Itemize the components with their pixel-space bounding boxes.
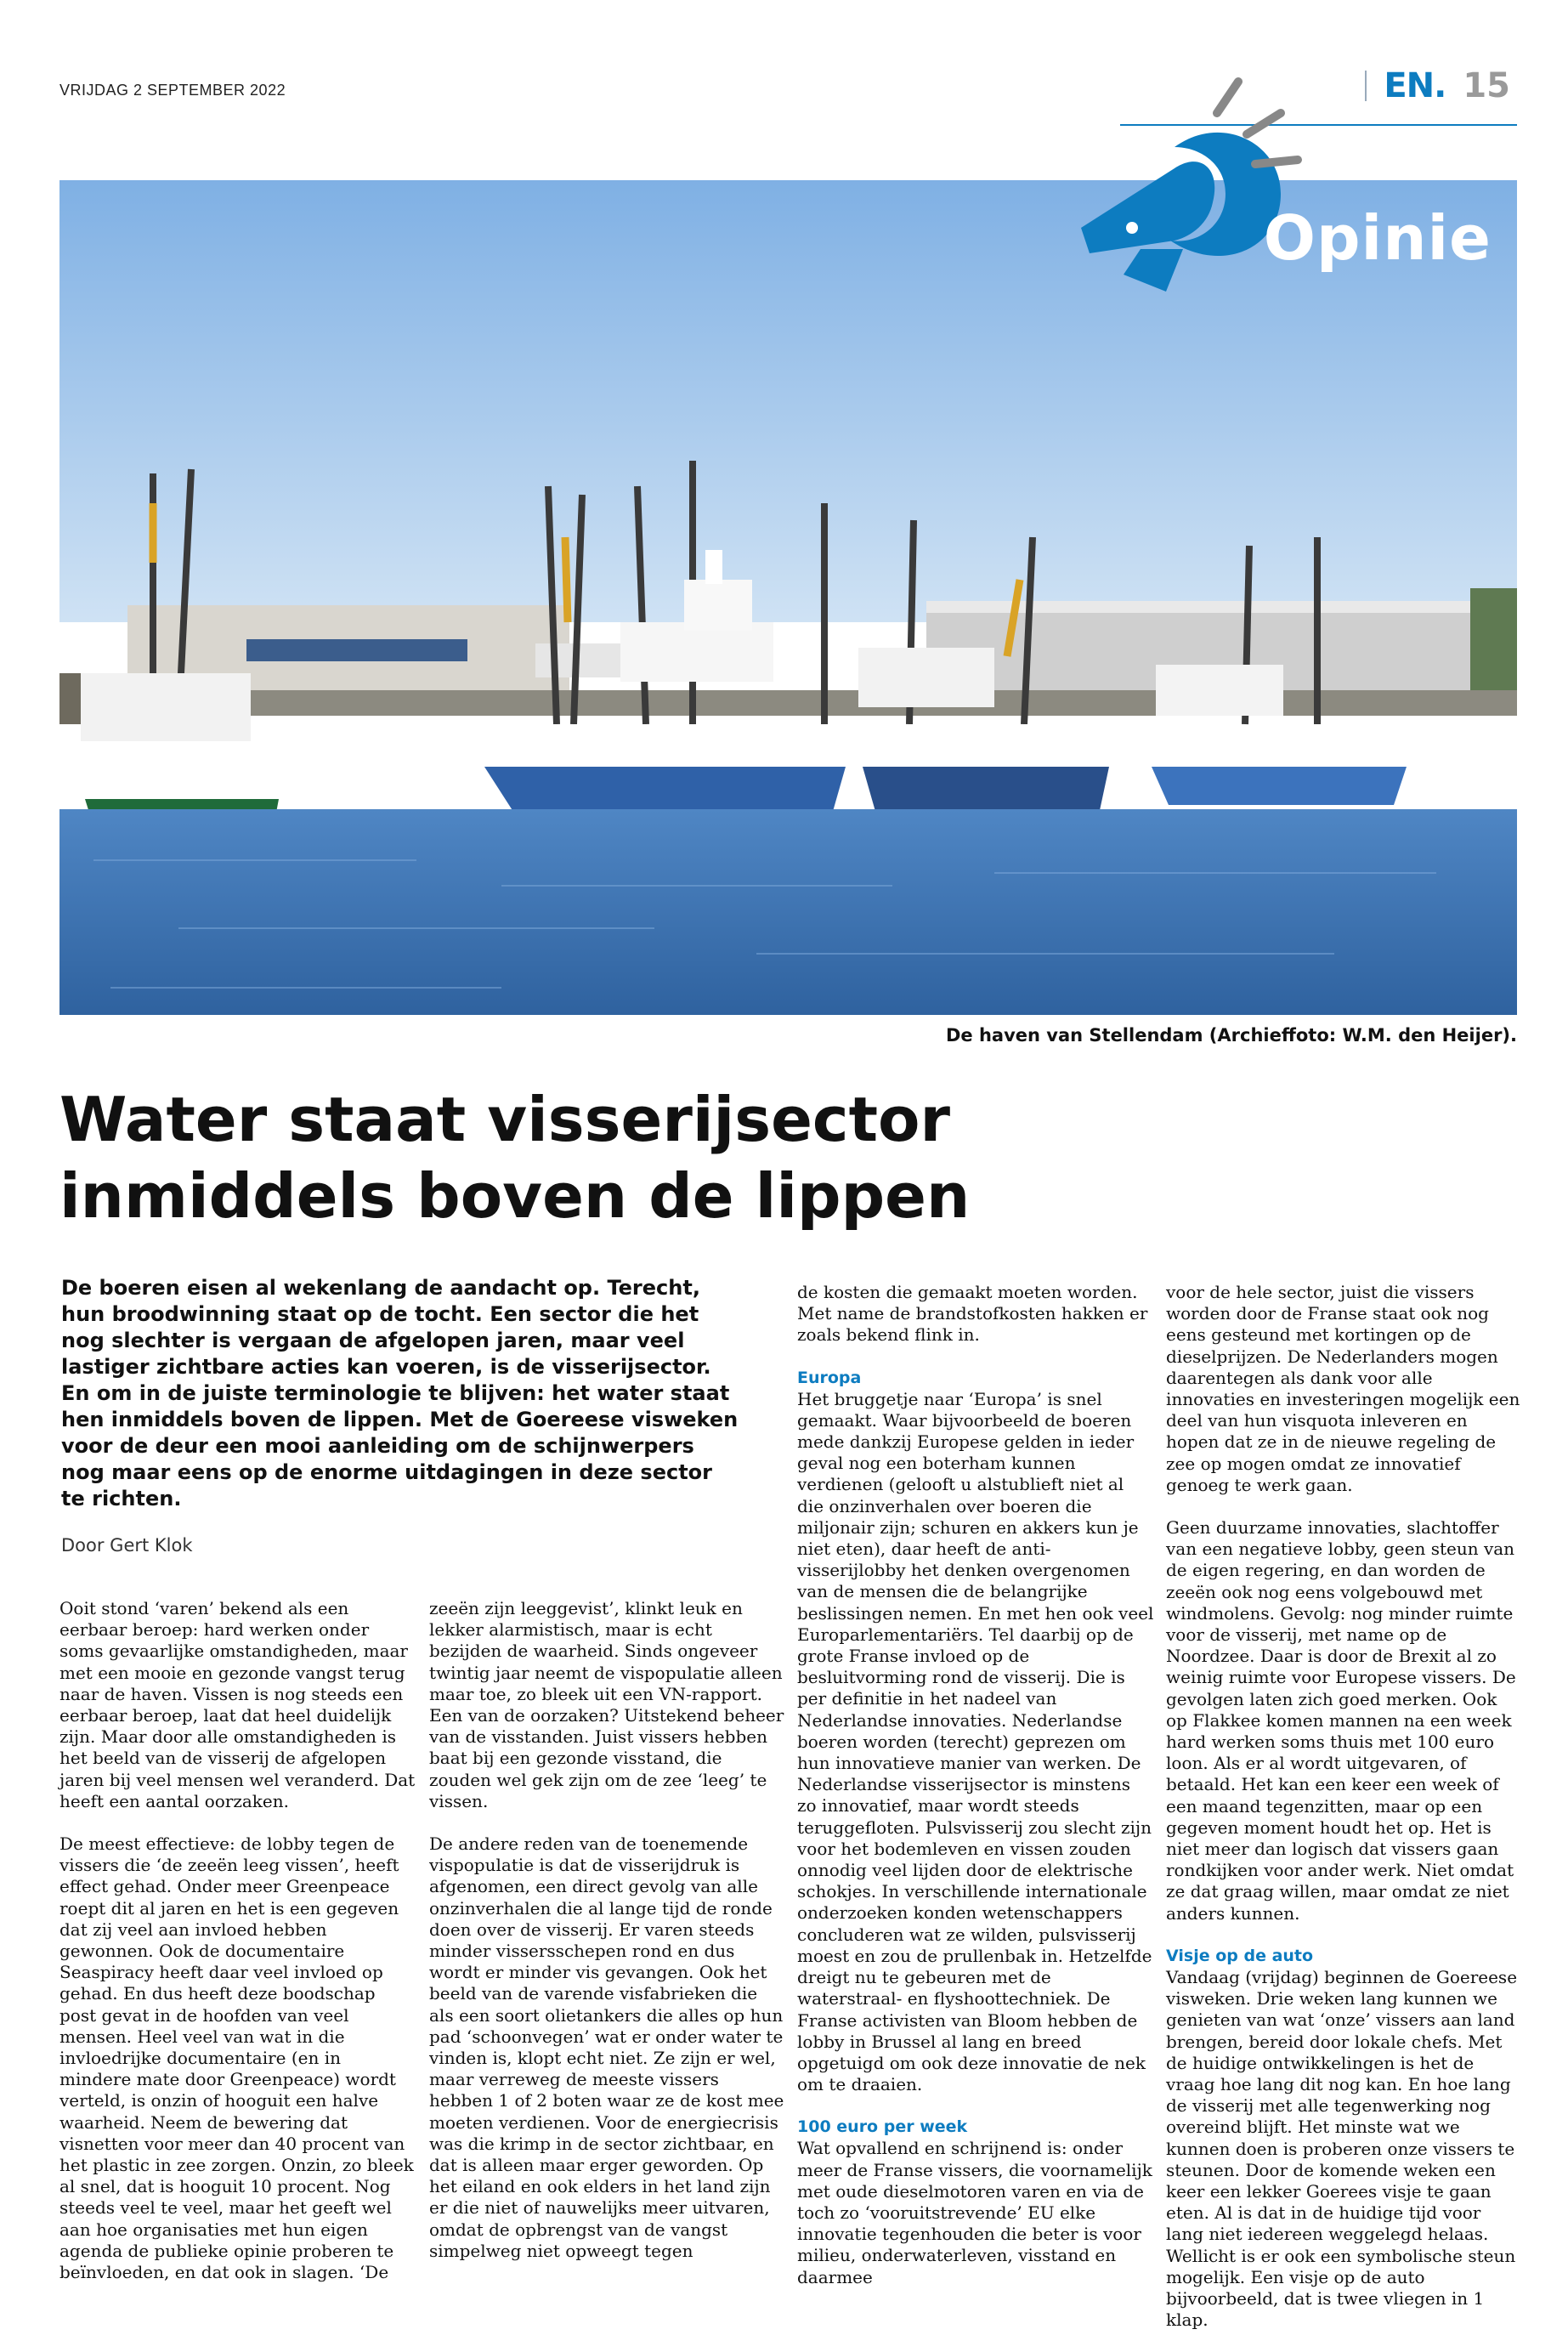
- section-label: Opinie: [1263, 202, 1492, 274]
- headline: [59, 1081, 1249, 1234]
- masthead: [1365, 66, 1510, 105]
- paragraph: Ooit stond ‘varen’ bekend als een eerbaar beroep: hard werken onder soms gevaarlijke omstandigheden, maar met een mooie en gezonde vangst terug naar de haven. Vissen is nog steeds een eerbaar beroep, laat dat heel duidelijk zijn. Maar door alle omstandigheden is het beeld van de visserij de afgelopen jaren bij veel mensen wel veranderd. Dat heeft een aantal oorzaken.: [59, 1598, 416, 1811]
- article-column-3: [797, 1282, 1154, 2309]
- headline-line-1: Water staat visserijsector: [59, 1084, 950, 1155]
- paragraph: zeeën zijn leeggevist’, klinkt leuk en lekker alarmistisch, maar is echt bezijden de waarheid. Sinds ongeveer twintig jaar neemt de vispopulatie alleen maar toe, zo bleek uit een VN-rapport. Een van de oorzaken? Uitstekend beheer van de visstanden. Juist vissers hebben baat bij een gezonde visstand, die zouden wel gek zijn om de zee ‘leeg’ te vissen.: [429, 1598, 784, 1811]
- paragraph: Vandaag (vrijdag) beginnen de Goereese visweken. Drie weken lang kunnen we genieten van wat ‘onze’ vissers aan land brengen, bereid door lokale chefs. Met de huidige ontwikkelingen is het de vraag hoe lang dit nog kan. En hoe lang de visserij met alle tegenwerking nog overeind blijft. Het minste wat we kunnen doen is proberen onze vissers te steunen. Door de komende weken een keer een lekker Goerees visje te gaan eten. Al is dat in de huidige tijd voor lang niet iedereen weggelegd helaas. Wellicht is er ook een symbolische steun mogelijk. Een visje op de auto bijvoorbeeld, dat is twee vliegen in 1 klap.: [1166, 1966, 1518, 2331]
- article-column-2: [429, 1598, 786, 2283]
- paragraph: Het bruggetje naar ‘Europa’ is snel gemaakt. Waar bijvoorbeeld de boeren mede dankzij Europese gelden in ieder geval nog een boterham kunnen verdienen (gelooft u alstublieft niet al die onzinverhalen over boeren die miljonair zijn; schuren en akkers kun je niet eten), daar heeft de anti-visserijlobby het denken overgenomen van de mensen die de belangrijke beslissingen nemen. En met hen ook veel Europarlementariërs. Tel daarbij op de grote Franse invloed op de besluitvorming rond de visserij. Die is per definitie in het nadeel van Nederlandse innovaties. Nederlandse boeren worden (terecht) geprezen om hun innovatieve manier van werken. De Nederlandse visserijsector is minstens zo innovatief, maar wordt steeds teruggefloten. Pulsvisserij zou slecht zijn voor het bodemleven en vissen zouden onnodig veel lijden door de elektrische schokjes. In verschillende internationale onderzoeken konden wetenschappers concluderen wat ze wilden, pulsvisserij moest en zou de prullenbak in. Hetzelfde dreigt nu te gebeuren met de waterstraal- en flyshoottechniek. De Franse activisten van Bloom hebben de lobby in Brussel al lang en breed opgetuigd om ook deze innovatie de nek om te draaien.: [797, 1388, 1154, 2095]
- brand-logo: EN.: [1384, 66, 1446, 105]
- lede: De boeren eisen al wekenlang de aandacht op. Terecht, hun broodwinning staat op de tocht. Een sector die het nog slechter is vergaan de afgelopen jaren, maar veel lastiger zichtbare acties kan voeren, is de visserijsector. En om in de juiste terminologie te blijven: het water staat hen inmiddels boven de lippen. Met de Goereese visweken voor de deur een mooi aanleiding om de schijnwerpers nog maar eens op de enorme uitdagingen in deze sector te richten.: [61, 1276, 739, 1510]
- harbour-photo: [59, 180, 1517, 1015]
- subheading-europa: Europa: [797, 1368, 862, 1387]
- issue-date: VRIJDAG 2 SEPTEMBER 2022: [59, 82, 286, 99]
- article-column-1: [59, 1598, 416, 2304]
- paragraph: de kosten die gemaakt moeten worden. Met name de brandstofkosten hakken er zoals bekend flink in.: [797, 1282, 1148, 1346]
- byline: Door Gert Klok: [61, 1535, 193, 1556]
- subheading-visje: Visje op de auto: [1166, 1946, 1314, 1965]
- paragraph: Wat opvallend en schrijnend is: onder meer de Franse vissers, die voornamelijk met oude dieselmotoren varen en via de toch zo ‘vooruitstrevende’ EU elke innovatie tegenhouden die beter is voor milieu, onderwaterleven, visstand en daarmee: [797, 2138, 1152, 2287]
- masthead-divider: [1365, 71, 1367, 101]
- paragraph: De meest effectieve: de lobby tegen de vissers die ‘de zeeën leeg vissen’, heeft effect gehad. Onder meer Greenpeace roept dit al jaren en het is een gegeven dat zij veel aan invloed hebben gewonnen. Ook de documentaire Seaspiracy heeft daar veel invloed op gehad. En dus heeft deze boodschap post gevat in de hoofden van veel mensen. Heel veel van wat in die invloedrijke documentaire (en in mindere mate door Greenpeace) wordt verteld, is onzin of hooguit een halve waarheid. Neem de bewering dat visnetten voor meer dan 40 procent van het plastic in zee zorgen. Onzin, zo bleek al snel, dat is hooguit 10 procent. Nog steeds veel te veel, maar het geeft wel aan hoe organisaties met hun eigen agenda de publieke opinie proberen te beïnvloeden, en dat ook in slagen. ‘De: [59, 1833, 414, 2283]
- article-column-4: [1166, 1282, 1523, 2352]
- photo-caption: De haven van Stellendam (Archieffoto: W.M. den Heijer).: [945, 1025, 1517, 1046]
- headline-line-2: inmiddels boven de lippen: [59, 1160, 971, 1232]
- subheading-100-euro: 100 euro per week: [797, 2117, 968, 2137]
- paragraph: De andere reden van de toenemende vispopulatie is dat de visserijdruk is afgenomen, een direct gevolg van alle onzinverhalen die al lange tijd de ronde doen over de visserij. Er varen steeds minder vissersschepen rond en dus wordt er minder vis gevangen. Ook het beeld van de varende visfabrieken die als een soort olietankers die alles op hun pad ‘schoonvegen’ wat er onder water te vinden is, klopt echt niet. Ze zijn er wel, maar verreweg de meeste vissers hebben 1 of 2 boten waar ze de kost mee moeten verdienen. Voor de energiecrisis was die krimp in de sector zichtbaar, en dat is alleen maar erger geworden. Op het eiland en ook elders in het land zijn er die niet of nauwelijks meer uitvaren, omdat de opbrengst van de vangst simpelweg niet opweegt tegen: [429, 1833, 784, 2261]
- paragraph: voor de hele sector, juist die vissers worden door de Franse staat ook nog eens gesteund met kortingen op de dieselprijzen. De Nederlanders mogen daarentegen als dank voor alle innovaties en investeringen mogelijk een deel van hun visquota inleveren en hopen dat ze in de nieuwe regeling de zee op mogen omdat ze innovatief genoeg te werk gaan.: [1166, 1282, 1520, 1495]
- paragraph: Geen duurzame innovaties, slachtoffer van een negatieve lobby, geen steun van de eigen regering, en dan worden de zeeën ook nog eens volgebouwd met windmolens. Gevolg: nog minder ruimte voor de visserij, met name op de Noordzee. Daar is door de Brexit al zo weinig ruimte voor Europese vissers. De gevolgen laten zich goed merken. Ook op Flakkee komen mannen na een week hard werken soms thuis met 100 euro loon. Als er al wordt uitgevaren, of betaald. Het kan een keer een week of een maand tegenzitten, maar op een gegeven moment houdt het op. Het is niet meer dan logisch dat vissers gaan rondkijken voor ander werk. Niet omdat ze dat graag willen, maar omdat ze niet anders kunnen.: [1166, 1517, 1516, 1924]
- page-number: 15: [1463, 66, 1510, 105]
